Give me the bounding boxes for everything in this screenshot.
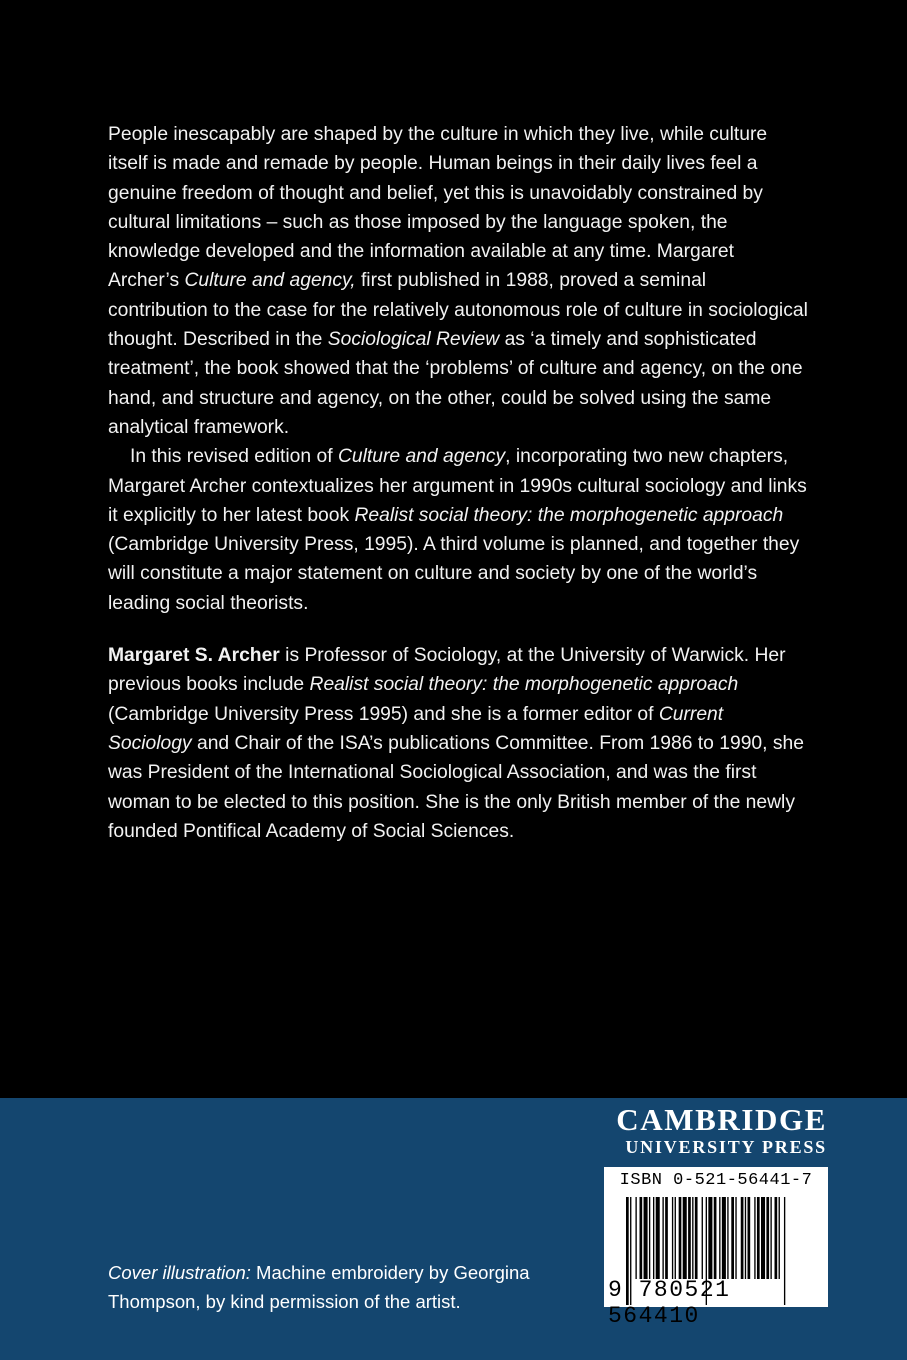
blurb-text: People inescapably are shaped by the culture in which they live, while culture itself is made and remade by people. Human beings in their daily lives feel a genuine freedom of thought and belief, yet this is unavoidably constrained by cultural limitations – such as those imposed by the language spoken, the knowledge developed and the information available at any time. Margaret Archer’s [108, 124, 768, 292]
back-cover-blurb [108, 120, 808, 846]
barcode-box [604, 1167, 828, 1329]
blurb-text: (Cambridge University Press, 1995). A third volume is planned, and together they will constitute a major statement on culture and society by one of the world’s leading social theorists. [108, 534, 800, 614]
credit-text: Machine embroidery by Georgina Thompson, by kind permission of the artist. [108, 1262, 530, 1312]
barcode-bar [727, 1197, 728, 1279]
book-title: Realist social theory: the morphogenetic approach [354, 504, 784, 526]
bio-text: and Chair of the ISA’s publications Committee. From 1986 to 1990, she was President of the International Sociological Association, and was the first woman to be elected to this position. She is the only British member of the newly founded Pontifical Academy of Social Sciences. [108, 732, 804, 842]
barcode-bar [708, 1197, 712, 1279]
isbn-label: ISBN 0-521-56441-7 [619, 1171, 813, 1190]
barcode-bar [722, 1197, 726, 1279]
cover-credit [108, 1258, 578, 1316]
barcode-bar [741, 1197, 744, 1279]
blurb-text: first published in 1988, proved a seminal contribution to the case for the relatively autonomous role of culture in sociological thought. Described in the [108, 270, 808, 351]
barcode-bar [635, 1197, 636, 1279]
barcode-bar [714, 1197, 717, 1279]
book-title: Realist social theory: the morphogenetic approach [309, 674, 739, 696]
barcode-bar [649, 1197, 650, 1279]
book-title: Culture and agency, [184, 270, 356, 292]
barcode-bar [745, 1197, 746, 1279]
barcode-bar [775, 1197, 778, 1279]
author-name: Margaret S. Archer [108, 645, 280, 667]
barcode-bar [761, 1197, 765, 1279]
barcode-bar [735, 1197, 736, 1279]
barcode-bar [748, 1197, 751, 1279]
barcode-bar [695, 1197, 698, 1279]
barcode-bar [770, 1197, 771, 1279]
barcode-bar [702, 1197, 703, 1279]
barcode-bar [644, 1197, 648, 1279]
barcode-bar [779, 1197, 780, 1279]
barcode-bar [757, 1197, 760, 1279]
blurb-text: In this revised edition of [130, 446, 338, 468]
bio-text: (Cambridge University Press 1995) and she is a former editor of [108, 703, 659, 725]
barcode-bar [675, 1197, 676, 1279]
barcode-bar [719, 1197, 720, 1279]
publisher-logo [587, 1104, 827, 1158]
bio-text: is Professor of Sociology, at the University of Warwick. Her previous books include [108, 645, 786, 696]
publisher-name-line1: CAMBRIDGE [616, 1102, 827, 1137]
barcode-bar [679, 1197, 682, 1279]
book-title: Culture and agency [337, 446, 506, 468]
barcode-bar [640, 1197, 643, 1279]
barcode-bar [653, 1197, 654, 1279]
blurb-paragraph-1 [108, 120, 808, 442]
barcode-bar [692, 1197, 693, 1279]
barcode-bar [754, 1197, 755, 1279]
journal-title: Current Sociology [108, 703, 724, 754]
blurb-text: as ‘a timely and sophisticated treatment’, the book showed that the ‘problems’ of culture and agency, on the one hand, and structure and agency, on the other, could be solved using the same analytical framework. [108, 329, 803, 438]
barcode-bar [688, 1197, 691, 1279]
author-bio [108, 641, 808, 846]
barcode-bar [683, 1197, 687, 1279]
credit-label: Cover illustration: [108, 1262, 251, 1283]
ean-digits: 9 780521 564410 [608, 1277, 731, 1329]
blurb-text: , incorporating two new chapters, Margaret Archer contextualizes her argument in 1990s cultural sociology and links it explicitly to her latest book [108, 446, 807, 526]
barcode-bar [665, 1197, 668, 1279]
barcode-bar [662, 1197, 663, 1279]
blurb-paragraph-2 [108, 442, 808, 618]
journal-title: Sociological Review [327, 329, 500, 351]
barcode-bar [656, 1197, 660, 1279]
barcode-bar [672, 1197, 673, 1279]
barcode-bar [766, 1197, 769, 1279]
publisher-name-line2: UNIVERSITY PRESS [625, 1137, 827, 1157]
barcode-bar [731, 1197, 734, 1279]
